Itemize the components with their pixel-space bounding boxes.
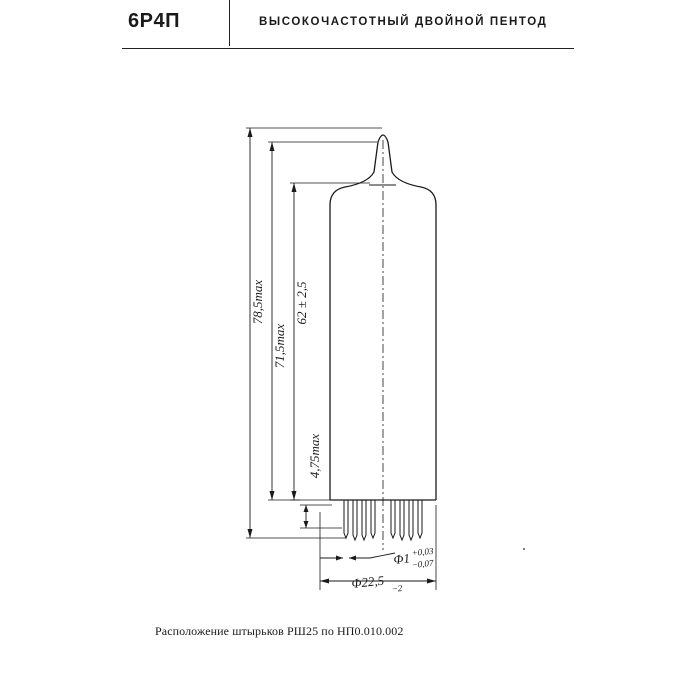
pin-diameter-label: Φ1 bbox=[392, 550, 411, 567]
speck bbox=[523, 548, 525, 550]
pin bbox=[344, 500, 348, 538]
tube-model: 6Р4П bbox=[128, 10, 180, 32]
pin-length-label: 4,75max bbox=[307, 433, 322, 479]
bulb-height-label: 71,5max bbox=[272, 323, 287, 369]
pin bbox=[409, 500, 413, 540]
pin-layout-caption: Расположение штырьков РШ25 по НП0.010.002 bbox=[155, 624, 404, 638]
pin-diameter-tol-upper: +0,03 bbox=[411, 545, 434, 558]
pin bbox=[353, 500, 357, 540]
pin bbox=[362, 500, 366, 540]
pin-diameter-dimension bbox=[320, 553, 395, 561]
pin bbox=[400, 500, 404, 540]
tube-title: ВЫСОКОЧАСТОТНЫЙ ДВОЙНОЙ ПЕНТОД bbox=[259, 16, 548, 28]
bulb-diameter-label: Φ22,5 bbox=[350, 572, 385, 591]
pin bbox=[371, 500, 375, 538]
bulb-diameter-tol: −2 bbox=[391, 582, 403, 594]
body-height-label: 62 ± 2,5 bbox=[294, 281, 309, 325]
pin bbox=[418, 500, 422, 538]
pin-diameter-tol-lower: −0,07 bbox=[411, 557, 434, 570]
overall-height-label: 78,5max bbox=[250, 279, 265, 325]
pin bbox=[391, 500, 395, 538]
